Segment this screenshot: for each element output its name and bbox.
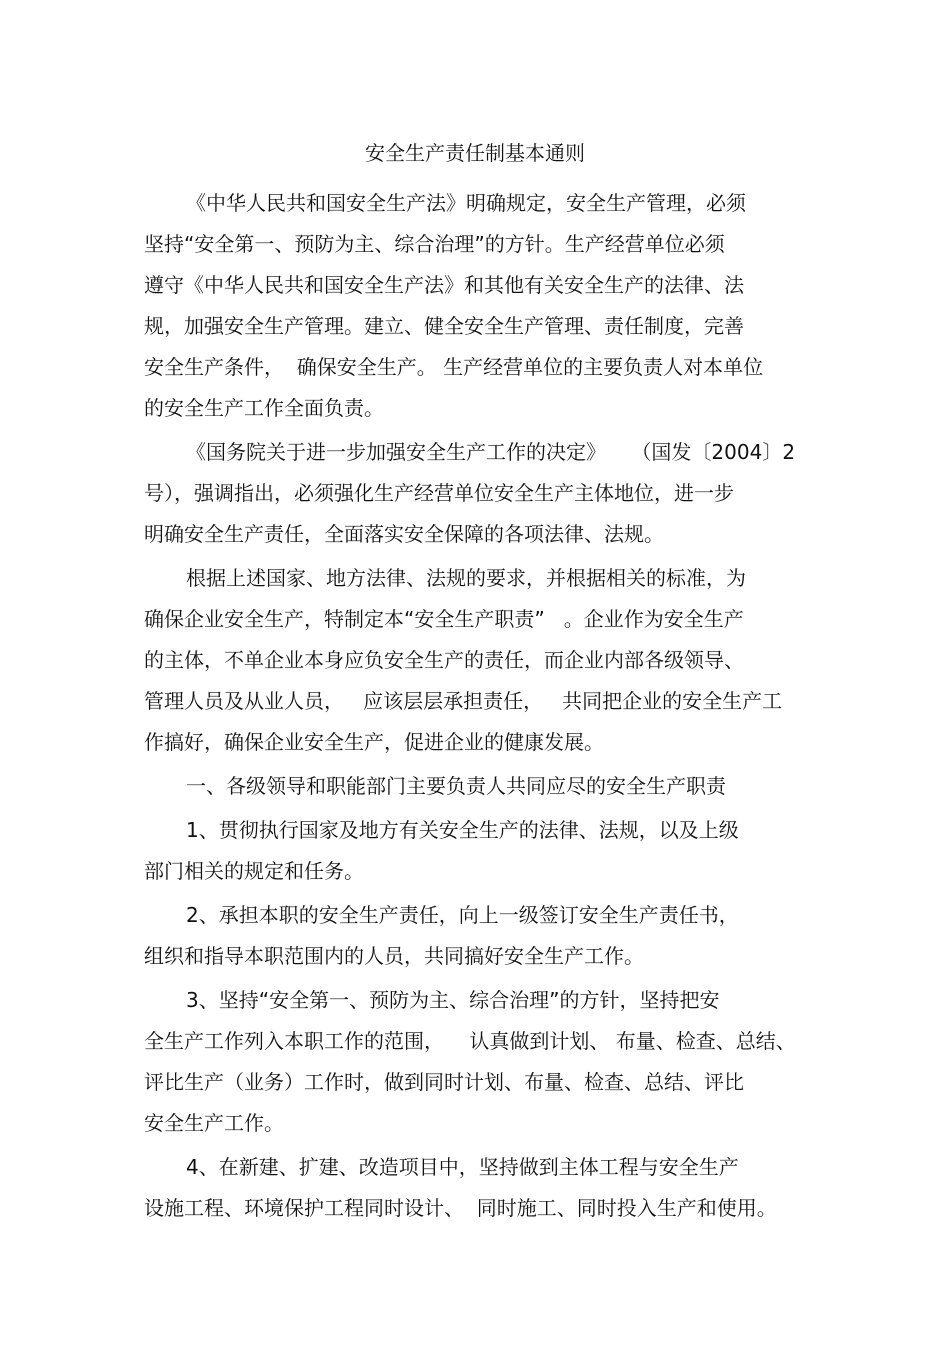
section-heading: 一、各级领导和职能部门主要负责人共同应尽的安全生产职责 <box>186 774 726 798</box>
text-line: 确保企业安全生产，特制定本“安全生产职责” 。企业作为安全生产 <box>144 607 744 631</box>
text-line: 设施工程、环境保护工程同时设计、 同时施工、同时投入生产和使用。 <box>144 1196 777 1220</box>
text-line: 规，加强安全生产管理。建立、健全安全生产管理、责任制度，完善 <box>144 314 744 338</box>
text-line: 全生产工作列入本职工作的范围， 认真做到计划、 布量、检查、总结、 <box>144 1029 796 1053</box>
text-line: 号），强调指出，必须强化生产经营单位安全生产主体地位，进一步 <box>144 481 734 505</box>
list-item: 2、承担本职的安全生产责任，向上一级签订安全生产责任书， <box>186 903 739 927</box>
text-line: 的主体，不单企业本身应负安全生产的责任，而企业内部各级领导、 <box>144 648 744 672</box>
text-line: 坚持“安全第一、预防为主、综合治理”的方针。生产经营单位必须 <box>144 232 725 256</box>
text-line: 部门相关的规定和任务。 <box>144 859 364 883</box>
text-line: 《国务院关于进一步加强安全生产工作的决定》 （国发〔2004〕2 <box>186 440 796 464</box>
text-line: 明确安全生产责任，全面落实安全保障的各项法律、法规。 <box>144 522 664 546</box>
text-line: 作搞好，确保企业安全生产，促进企业的健康发展。 <box>144 730 604 754</box>
document-title: 安全生产责任制基本通则 <box>365 141 585 165</box>
text-line: 评比生产（业务）工作时，做到同时计划、布量、检查、总结、评比 <box>144 1070 744 1094</box>
text-line: 遵守《中华人民共和国安全生产法》和其他有关安全生产的法律、法 <box>144 273 744 297</box>
list-item: 4、在新建、扩建、改造项目中，坚持做到主体工程与安全生产 <box>186 1155 739 1179</box>
text-line: 安全生产条件， 确保安全生产。 生产经营单位的主要负责人对本单位 <box>144 355 764 379</box>
list-item: 3、坚持“安全第一、预防为主、综合治理”的方针，坚持把安 <box>186 988 720 1012</box>
text-line: 的安全生产工作全面负责。 <box>144 396 384 420</box>
text-line: 根据上述国家、地方法律、法规的要求，并根据相关的标准，为 <box>186 566 746 590</box>
text-line: 管理人员及从业人员， 应该层层承担责任， 共同把企业的安全生产工 <box>144 689 783 713</box>
text-line: 安全生产工作。 <box>144 1111 284 1135</box>
text-line: 《中华人民共和国安全生产法》明确规定，安全生产管理，必须 <box>186 191 746 215</box>
list-item: 1、贯彻执行国家及地方有关安全生产的法律、法规，以及上级 <box>186 818 739 842</box>
text-line: 组织和指导本职范围内的人员，共同搞好安全生产工作。 <box>144 944 644 968</box>
